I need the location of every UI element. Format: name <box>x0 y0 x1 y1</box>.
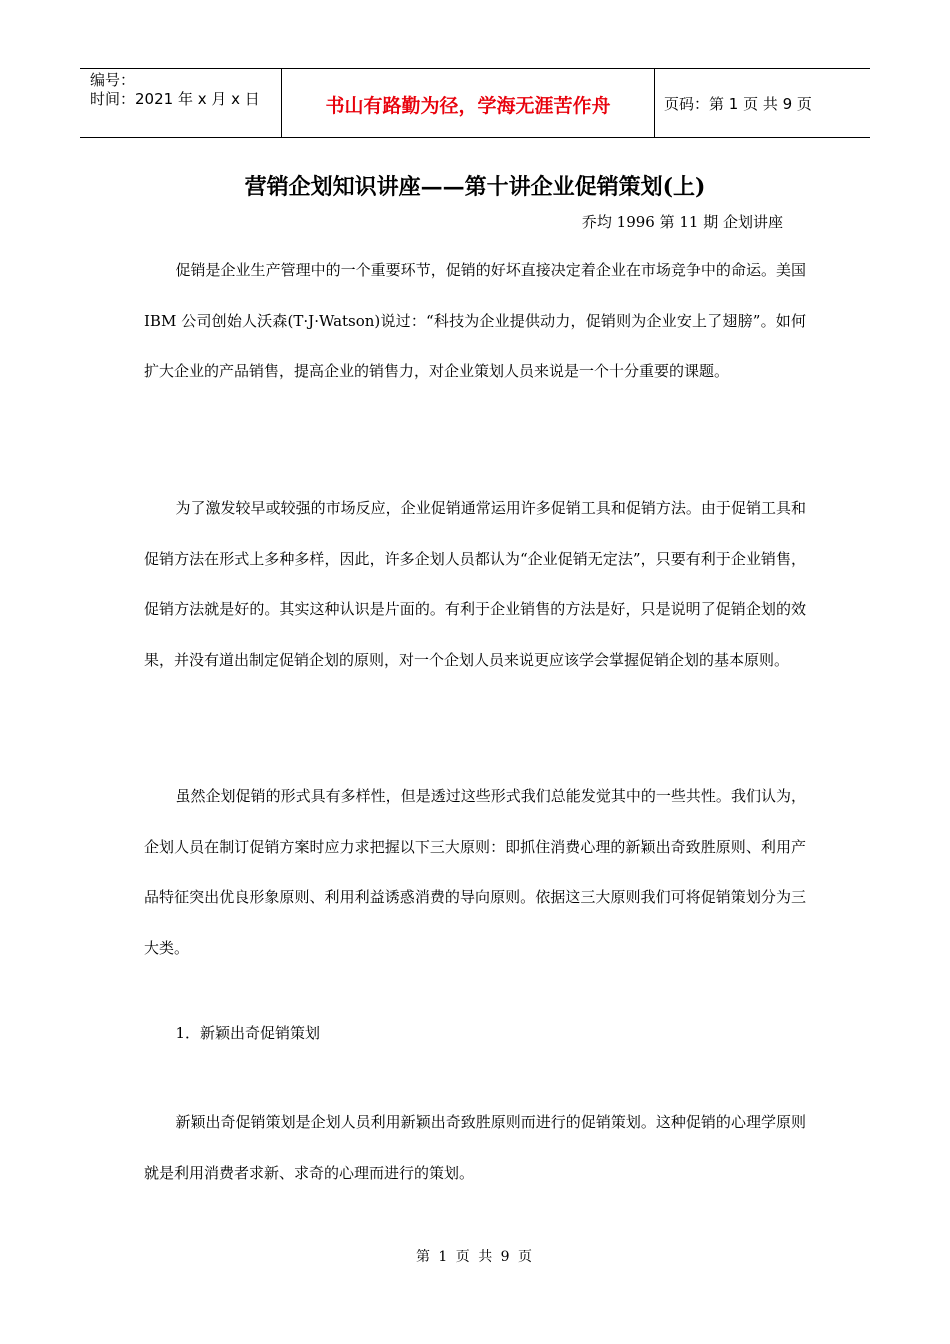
paragraph-text: 为了激发较早或较强的市场反应，企业促销通常运用许多促销工具和促销方法。由于促销工具和促销方法在形式上多种多样，因此，许多企划人员都认为“企业促销无定法”，只要有利于企业销售，促销方法就是好的。其实这种认识是片面的。有利于企业销售的方法是好，只是说明了促销企划的效果，并没有道出制定促销企划的原则，对一个企划人员来说更应该学会掌握促销企划的基本原则。 <box>144 499 806 669</box>
header-meta-cell <box>80 69 282 137</box>
paragraph-three-principles <box>144 771 806 973</box>
section-heading <box>144 1008 806 1059</box>
article-byline: 乔均 1996 第 11 期 企划讲座 <box>581 213 783 231</box>
header-page-cell <box>655 69 870 137</box>
header-motto-cell <box>282 69 655 137</box>
document-time-label: 时间：2021 年 x 月 x 日 <box>90 90 260 108</box>
document-number-label: 编号： <box>90 71 136 89</box>
paragraph-intro <box>144 245 806 397</box>
section-heading-text: 1．新颖出奇促销策划 <box>175 1024 321 1042</box>
paragraph-text: 促销是企业生产管理中的一个重要环节，促销的好坏直接决定着企业在市场竞争中的命运。美国 IBM 公司创始人沃森(T·J·Watson)说过：“科技为企业提供动力，促销则为企业安上了翅膀”。如何扩大企业的产品销售，提高企业的销售力，对企业策划人员来说是一个十分重要的课题。 <box>144 261 806 380</box>
paragraph-text: 新颖出奇促销策划是企划人员利用新颖出奇致胜原则而进行的促销策划。这种促销的心理学原则就是利用消费者求新、求奇的心理而进行的策划。 <box>144 1113 806 1182</box>
page-info: 页码：第 1 页 共 9 页 <box>664 95 812 113</box>
article-title: 营销企划知识讲座——第十讲企业促销策划(上) <box>244 174 706 200</box>
motto-text: 书山有路勤为径，学海无涯苦作舟 <box>325 95 611 117</box>
paragraph-text: 虽然企划促销的形式具有多样性，但是透过这些形式我们总能发觉其中的一些共性。我们认为，企划人员在制订促销方案时应力求把握以下三大原则：即抓住消费心理的新颖出奇致胜原则、利用产品特征突出优良形象原则、利用利益诱惑消费的导向原则。依据这三大原则我们可将促销策划分为三大类。 <box>144 787 806 957</box>
document-header <box>80 68 870 138</box>
paragraph-promotion-methods <box>144 483 806 685</box>
paragraph-novelty-planning <box>144 1097 806 1198</box>
page-footer: 第 1 页 共 9 页 <box>415 1249 535 1265</box>
